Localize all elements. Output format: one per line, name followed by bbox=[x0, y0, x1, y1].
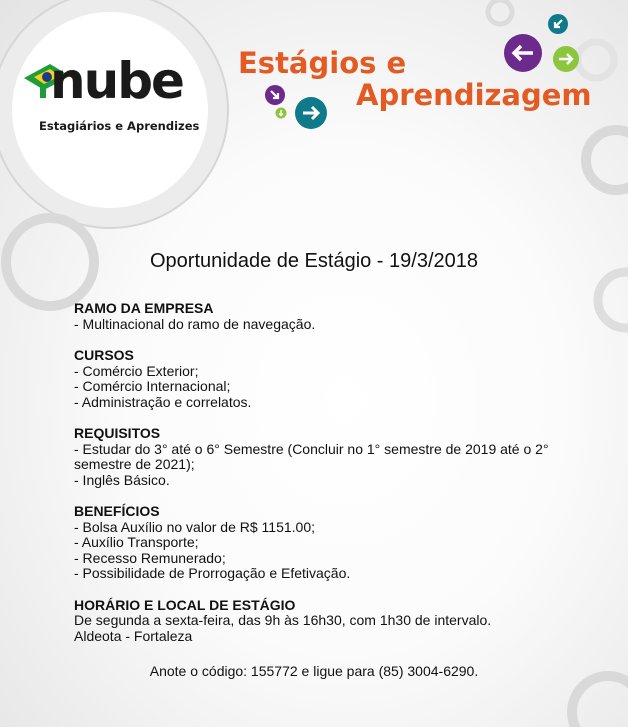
section-heading: HORÁRIO E LOCAL DE ESTÁGIO bbox=[74, 596, 296, 613]
logo-word: nube bbox=[50, 52, 183, 110]
section-line: - Multinacional do ramo de navegação. bbox=[74, 315, 316, 332]
nube-logo bbox=[22, 52, 200, 142]
arrow-right-small-icon bbox=[552, 45, 580, 73]
section-line: Aldeota - Fortaleza bbox=[74, 627, 193, 644]
job-details bbox=[74, 301, 574, 660]
section-line: - Recesso Remunerado; bbox=[74, 549, 226, 566]
logo-subtitle: Estagiários e Aprendizes bbox=[39, 119, 200, 133]
section-heading: BENEFÍCIOS bbox=[74, 503, 160, 519]
section-heading: CURSOS bbox=[74, 347, 134, 363]
section-line: - Comércio Exterior; bbox=[74, 362, 199, 379]
section-beneficios bbox=[74, 504, 574, 582]
section-heading: REQUISITOS bbox=[74, 425, 161, 441]
arrow-right-icon bbox=[294, 96, 328, 130]
section-line: - Auxílio Transporte; bbox=[74, 534, 199, 550]
section-line: De segunda a sexta-feira, das 9h às 16h30, com 1h30 de intervalo. bbox=[74, 612, 492, 628]
arrow-down-left-icon bbox=[547, 13, 569, 35]
headline-line-1: Estágios e bbox=[238, 46, 407, 80]
section-line: - Possibilidade de Prorrogação e Efetivação. bbox=[74, 565, 351, 581]
arrow-down-right-icon bbox=[264, 84, 286, 106]
section-requisitos bbox=[74, 426, 574, 488]
section-heading: RAMO DA EMPRESA bbox=[74, 300, 214, 316]
section-line: - Administração e correlatos. bbox=[74, 393, 252, 410]
headline-line-2: Aprendizagem bbox=[356, 78, 592, 112]
arrow-left-icon bbox=[503, 33, 543, 73]
section-ramo bbox=[74, 301, 574, 332]
section-line: - Comércio Internacional; bbox=[74, 378, 231, 394]
section-horario bbox=[74, 598, 574, 645]
section-line: - Estudar do 3° até o 6° Semestre (Concluir no 1° semestre de 2019 até o 2° semestre de 2021); bbox=[74, 440, 549, 472]
arrow-down-icon bbox=[275, 107, 287, 119]
section-line: - Inglês Básico. bbox=[74, 471, 170, 488]
contact-footer: Anote o código: 155772 e ligue para (85) 3004-6290. bbox=[149, 663, 479, 679]
page-title: Oportunidade de Estágio - 19/3/2018 bbox=[149, 250, 479, 272]
section-line: - Bolsa Auxílio no valor de R$ 1151.00; bbox=[74, 518, 316, 535]
section-cursos bbox=[74, 348, 574, 410]
